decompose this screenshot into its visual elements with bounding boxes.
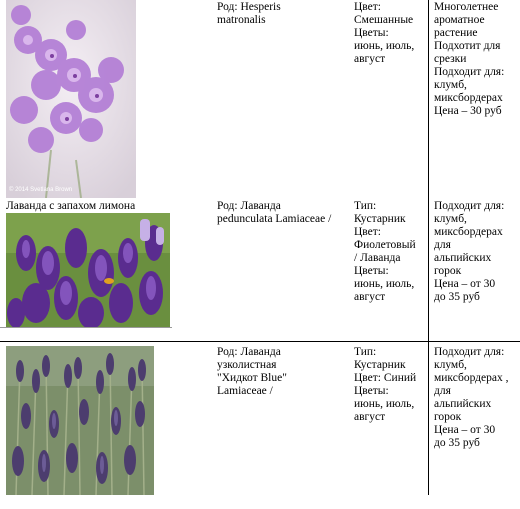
row1-type: Тип: Кустарник Цвет: Фиолетовый / Лаванда Цветы: июнь, июль, август <box>354 200 416 303</box>
photo-hesperis-matronalis <box>6 0 136 198</box>
photo-lavender-hidcote-blue <box>6 346 154 495</box>
photo-lavender-lemon <box>6 213 170 327</box>
row0-notes: Многолетнее ароматное растение Подхотит для срезки Подходит для: клумб, миксбордерах Цена – 30 руб <box>434 1 505 117</box>
row2-genus: Род: Лаванда узколистная "Хидкот Blue" Lamiaceae / <box>217 346 287 397</box>
row2-type: Тип: Кустарник Цвет: Синий Цветы: июнь, июль, август <box>354 346 417 423</box>
divider-row1-bottom <box>0 341 520 342</box>
photo-credit: © 2014 Svetlana Brown <box>9 187 73 193</box>
row0-genus: Род: Hesperis matronalis <box>217 1 281 26</box>
divider-col-notes <box>428 0 429 495</box>
row1-caption: Лаванда с запахом лимона <box>6 200 136 212</box>
row1-genus: Род: Лаванда pedunculata Lamiaceae / <box>217 200 332 225</box>
row1-notes: Подходит для: клумб, миксбордерах для альпийских горок Цена – от 30 до 35 руб <box>434 200 505 303</box>
divider-row1-top <box>0 327 172 328</box>
row2-notes: Подходит для: клумб, миксбордерах , для альпийских горок Цена – от 30 до 35 руб <box>434 346 509 449</box>
row0-type: Цвет: Смешанные Цветы: июнь, июль, август <box>354 1 415 65</box>
